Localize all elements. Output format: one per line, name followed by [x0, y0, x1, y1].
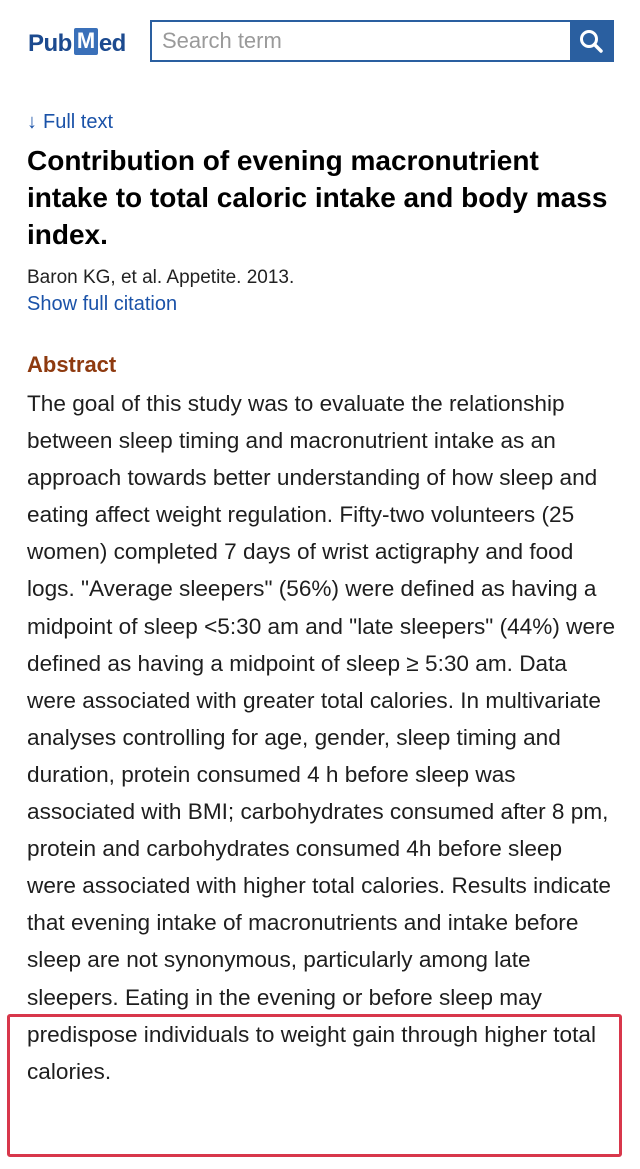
article-content	[27, 108, 617, 1090]
logo-m: M	[74, 28, 98, 55]
logo-pub: Pub	[28, 30, 72, 57]
article-title: Contribution of evening macronutrient intake to total caloric intake and body mass index.	[27, 145, 608, 250]
search-icon	[578, 28, 604, 54]
citation-summary: Baron KG, et al. Appetite. 2013.	[27, 267, 295, 288]
abstract-text: The goal of this study was to evaluate the relationship between sleep timing and macronutrient intake as an approach towards better understanding of how sleep and eating affect weight regulation. Fifty-two volunteers (25 women) completed 7 days of wrist actigraphy and food logs. "Average sleepers" (56%) were defined as having a midpoint of sleep <5:30 am and "late sleepers" (44%) were defined as having a midpoint of sleep ≥ 5:30 am. Data were associated with greater total calories. In multivariate analyses controlling for age, gender, sleep timing and duration, protein consumed 4 h before sleep was associated with BMI; carbohydrates consumed after 8 pm, protein and carbohydrates consumed 4h before sleep were associated with higher total calories. Results indicate that evening intake of macronutrients and intake before sleep are not synonymous, particularly among late sleepers. Eating in the evening or before sleep may predispose individuals to weight gain through higher total calories.	[27, 391, 616, 1084]
search-bar	[150, 20, 614, 62]
down-arrow-icon: ↓	[27, 111, 37, 133]
header	[0, 0, 640, 80]
search-button[interactable]	[570, 22, 612, 60]
pubmed-logo[interactable]	[28, 26, 126, 62]
abstract-heading: Abstract	[27, 352, 117, 377]
logo-ed: ed	[98, 30, 126, 57]
full-text-link[interactable]	[27, 108, 113, 136]
search-input[interactable]	[152, 22, 570, 60]
full-text-label: Full text	[43, 111, 114, 133]
show-full-citation-link[interactable]: Show full citation	[27, 293, 178, 315]
